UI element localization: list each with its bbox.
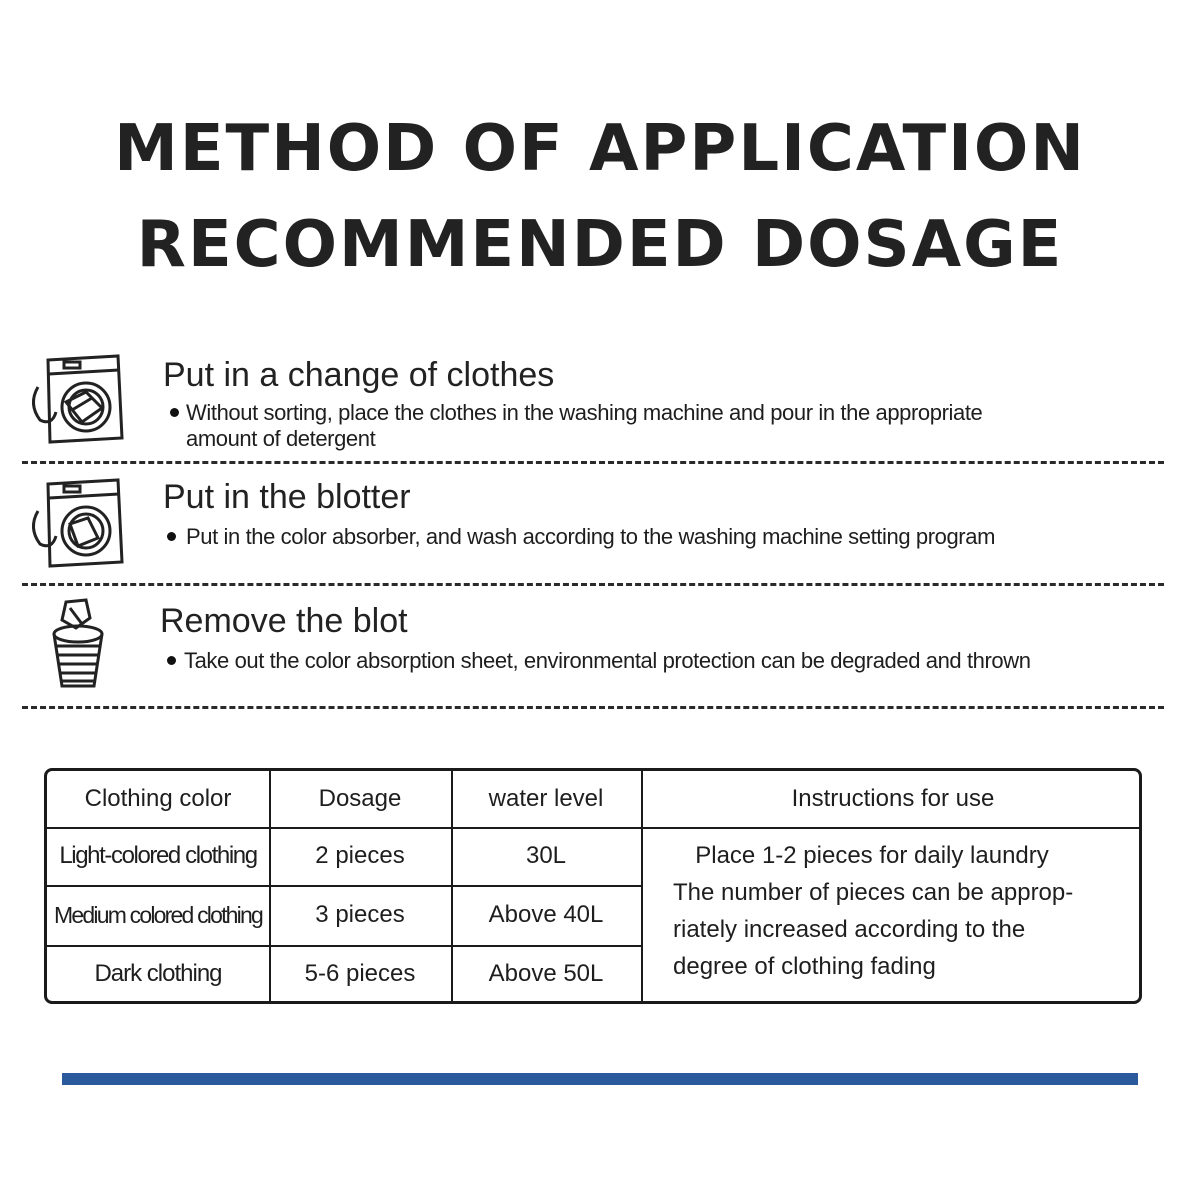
step-description-line-2: amount of detergent <box>186 426 376 451</box>
step-title: Put in a change of clothes <box>163 356 555 394</box>
washing-machine-icon <box>26 352 126 448</box>
step-description: Put in the color absorber, and wash according to the washing machine setting program <box>186 524 995 549</box>
table-cell-water-level: Above 50L <box>488 960 604 987</box>
accent-bar <box>62 1073 1138 1085</box>
instructions-line-1: Place 1-2 pieces for daily laundry <box>695 842 1049 869</box>
dosage-table <box>44 768 1142 1004</box>
dashed-divider <box>22 583 1164 586</box>
bullet-dot <box>170 408 179 417</box>
bullet-dot <box>167 532 176 541</box>
step-description-line-1: Without sorting, place the clothes in the washing machine and pour in the appropriate <box>186 400 983 425</box>
washing-machine-icon <box>26 476 126 572</box>
step-description <box>186 400 982 452</box>
page-title-line-2: RECOMMENDED DOSAGE <box>136 208 1064 282</box>
table-header: water level <box>488 785 604 812</box>
table-cell-clothing-color: Dark clothing <box>94 960 222 987</box>
instructions-line-4: degree of clothing fading <box>673 953 936 980</box>
table-cell-dosage: 5-6 pieces <box>304 960 416 987</box>
instructions-line-3: riately increased according to the <box>673 916 1026 943</box>
instructions-line-2: The number of pieces can be approp- <box>673 879 1074 906</box>
dashed-divider <box>22 706 1164 709</box>
table-header: Dosage <box>318 785 402 812</box>
table-header: Instructions for use <box>791 785 995 812</box>
table-cell-dosage: 3 pieces <box>315 901 405 928</box>
instructions-for-use <box>645 831 1139 1001</box>
table-cell-water-level: Above 40L <box>488 901 604 928</box>
table-cell-clothing-color: Light-colored clothing <box>59 842 257 869</box>
step-description: Take out the color absorption sheet, environmental protection can be degraded and thrown <box>184 648 1031 673</box>
trash-bin-icon <box>48 598 108 694</box>
bullet-dot <box>167 656 176 665</box>
table-header: Clothing color <box>84 785 232 812</box>
step-title: Remove the blot <box>160 602 408 640</box>
step-title: Put in the blotter <box>163 478 411 516</box>
table-cell-dosage: 2 pieces <box>315 842 405 869</box>
page-title-line-1: METHOD OF APPLICATION <box>114 112 1086 186</box>
dashed-divider <box>22 461 1164 464</box>
table-cell-clothing-color: Medium colored clothing <box>54 901 262 928</box>
table-cell-water-level: 30L <box>525 842 567 869</box>
